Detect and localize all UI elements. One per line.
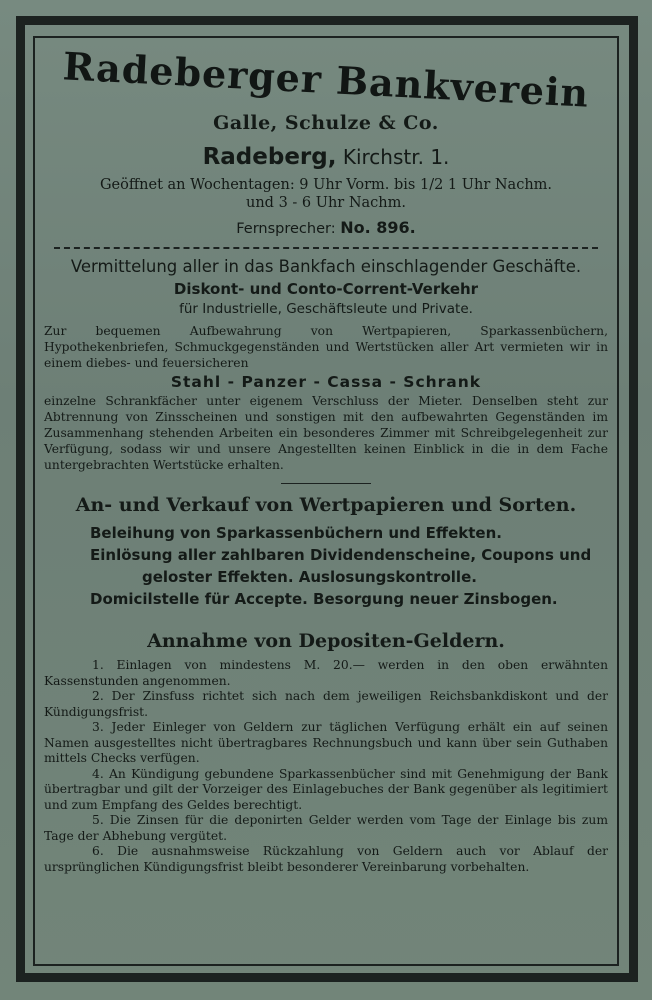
divider xyxy=(54,247,598,249)
safe-heading: Stahl - Panzer - Cassa - Schrank xyxy=(170,373,482,391)
address xyxy=(44,144,608,170)
trade-line: Beleihung von Sparkassenbüchern und Effekten. xyxy=(90,524,502,542)
hours-line-2: und 3 - 6 Uhr Nachm. xyxy=(246,195,406,211)
trade-line: geloster Effekten. Auslosungskontrolle. xyxy=(142,568,477,586)
deposit-rule: 3. Jeder Einleger von Geldern zur täglichen Verfügung erhält ein auf seinen Namen ausgestelltes nicht übertragbares Rechnungsbuch und kann über sein Guthaben mittels Checks verfügen. xyxy=(44,720,608,765)
phone-label: Fernsprecher: xyxy=(236,221,336,237)
phone-number: No. 896. xyxy=(340,218,416,237)
telephone xyxy=(44,218,608,237)
bank-name: Radeberger Bankverein xyxy=(61,43,591,116)
trade-heading: An- und Verkauf von Wertpapieren und Sorten. xyxy=(75,494,577,516)
trade-line: Einlösung aller zahlbaren Dividendenscheine, Coupons und xyxy=(90,546,592,564)
trade-list xyxy=(90,522,608,610)
deposit-rule: 5. Die Zinsen für die deponirten Gelder werden vom Tage der Einlage bis zum Tage der Abhebung vergütet. xyxy=(44,813,608,843)
safe-paragraph: einzelne Schrankfächer unter eigenem Verschluss der Mieter. Denselben steht zur Abtrennung von Zinsscheinen und sonstigen mit den aufbewahrten Gegenständen im Zusammenhang stehenden Arbeiten ein besonderes Zimmer mit Schreibgelegenheit zur Verfügung, sodass wir und unsere Angestellten keinen Einblick in die in dem Fache untergebrachten Wertstücke erhalten. xyxy=(44,394,608,472)
deposit-rule: 4. An Kündigung gebundene Sparkassenbücher sind mit Genehmigung der Bank übertragbar und gilt der Vorzeiger des Einlagebuches der Bank gegenüber als legitimiert und zum Empfang des Geldes berechtigt. xyxy=(44,766,608,812)
deposit-rule: 2. Der Zinsfuss richtet sich nach dem jeweiligen Reichsbankdiskont und der Kündigungsfrist. xyxy=(44,689,608,719)
deposit-rule: 6. Die ausnahmsweise Rückzahlung von Geldern auch vor Ablauf der ursprünglichen Kündigungsfrist bleibt besonderer Vereinbarung vorbehalten. xyxy=(44,844,608,874)
advertisement-content xyxy=(44,43,608,875)
discount-audience: für Industrielle, Geschäftsleute und Private. xyxy=(179,301,473,317)
trade-line: Domicilstelle für Accepte. Besorgung neuer Zinsbogen. xyxy=(90,590,558,608)
street-address: Kirchstr. 1. xyxy=(342,145,450,169)
deposit-rule: 1. Einlagen von mindestens M. 20.— werden in den oben erwähnten Kassenstunden angenommen. xyxy=(44,658,608,688)
firm-name: Galle, Schulze & Co. xyxy=(213,112,439,134)
storage-paragraph: Zur bequemen Aufbewahrung von Wertpapieren, Sparkassenbüchern, Hypothekenbriefen, Schmuckgegenständen und Wertstücken aller Art vermieten wir in einem diebes- und feuersicheren xyxy=(44,324,608,370)
deposit-rules xyxy=(44,658,608,875)
deposits-heading: Annahme von Depositen-Geldern. xyxy=(147,630,505,652)
opening-hours xyxy=(44,176,608,212)
discount-heading: Diskont- und Conto-Corrent-Verkehr xyxy=(173,280,479,298)
section-rule xyxy=(281,483,371,484)
hours-line-1: Geöffnet an Wochentagen: 9 Uhr Vorm. bis 1/2 1 Uhr Nachm. xyxy=(99,177,553,193)
city-name: Radeberg, xyxy=(202,144,337,170)
services-headline: Vermittelung aller in das Bankfach einschlagender Geschäfte. xyxy=(70,257,582,276)
